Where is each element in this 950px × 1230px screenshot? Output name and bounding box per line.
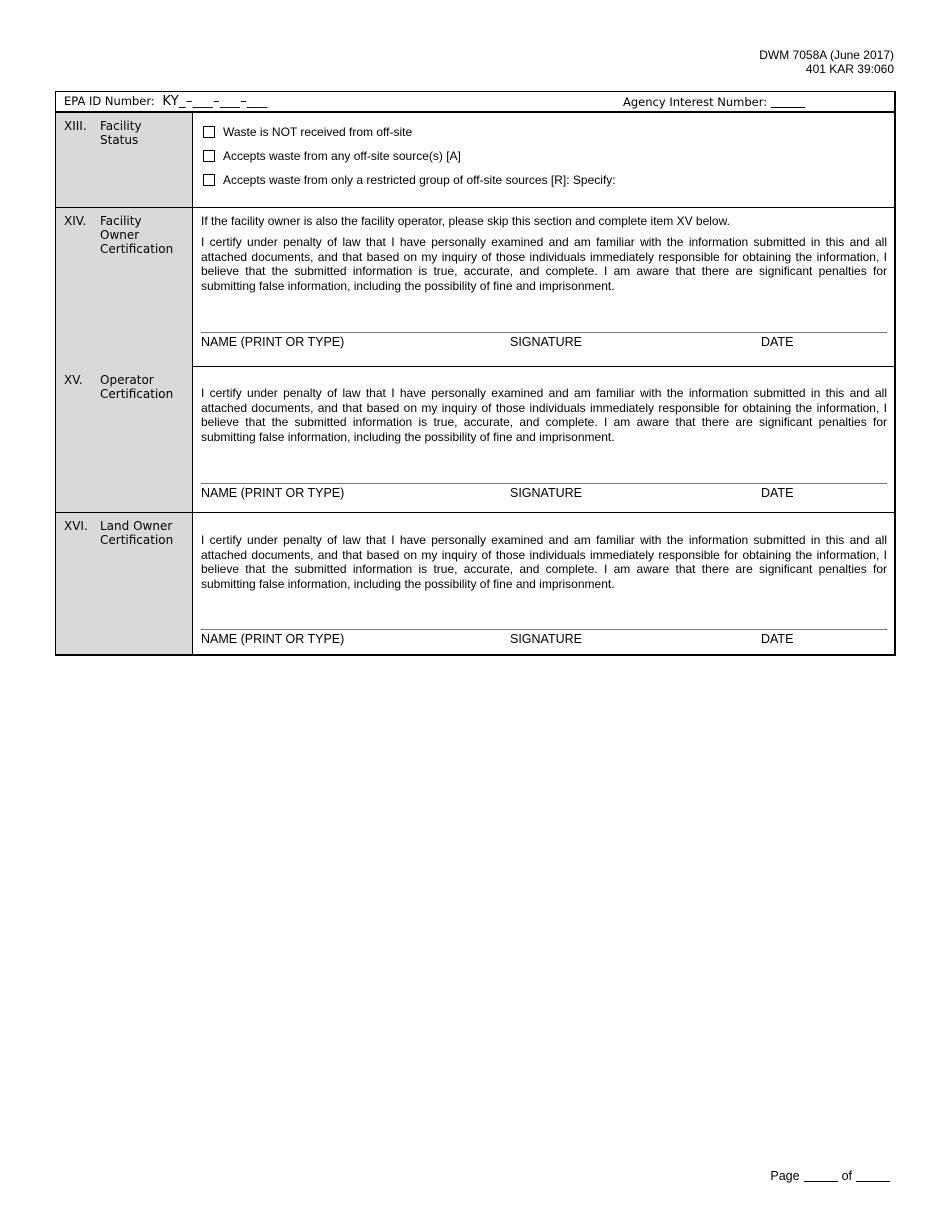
section-title: Facility Owner Certification	[100, 214, 174, 256]
name-label: NAME (PRINT OR TYPE)	[201, 486, 345, 500]
option-restricted-offsite[interactable]	[203, 173, 616, 188]
section-content	[193, 208, 894, 512]
land-owner-signature-line[interactable]	[201, 629, 887, 630]
section-land-owner	[56, 513, 894, 654]
section-label-cell	[56, 113, 193, 207]
form-identifier	[759, 48, 894, 76]
signature-label: SIGNATURE	[510, 632, 582, 646]
option-any-offsite[interactable]	[203, 149, 461, 164]
epa-id-label: EPA ID Number:	[64, 94, 155, 108]
section-title: Land Owner Certification	[100, 519, 174, 547]
divider	[193, 366, 894, 367]
form-code: DWM 7058A (June 2017)	[759, 48, 894, 62]
section-owner-operator	[56, 208, 894, 513]
id-row	[56, 92, 894, 113]
page-number-blank[interactable]	[804, 1181, 838, 1182]
section-label-cell	[56, 513, 193, 654]
section-number: XIII.	[64, 119, 87, 133]
page-total-blank[interactable]	[856, 1181, 890, 1182]
form-table	[55, 91, 896, 656]
section-label-cell	[56, 208, 193, 512]
agency-interest-label: Agency Interest Number:	[623, 95, 768, 109]
of-label: of	[841, 1169, 852, 1183]
section-number: XV.	[64, 373, 83, 387]
owner-note: If the facility owner is also the facility operator, please skip this section and complete item XV below.	[201, 214, 730, 228]
section-content	[193, 113, 894, 207]
section-title: Facility Status	[100, 119, 142, 147]
land-owner-certification-text: I certify under penalty of law that I have personally examined and am familiar with the information submitted in this and all attached documents, and that based on my inquiry of those individuals immediately responsible for obtaining the information, I believe that the submitted information is true, accurate, and complete. I am aware that there are significant penalties for submitting false information, including the possibility of fine and imprisonment.	[201, 533, 887, 591]
epa-id-value[interactable]: KY_–___–___–___	[162, 94, 268, 109]
option-label: Waste is NOT received from off-site	[223, 125, 413, 139]
section-content	[193, 513, 894, 654]
section-title: Operator Certification	[100, 373, 174, 401]
section-number: XVI.	[64, 519, 88, 533]
section-facility-status	[56, 113, 894, 208]
option-label: Accepts waste from only a restricted group of off-site sources [R]: Specify:	[223, 173, 616, 187]
regulation-code: 401 KAR 39:060	[805, 62, 894, 76]
option-no-offsite[interactable]	[203, 125, 412, 140]
name-label: NAME (PRINT OR TYPE)	[201, 335, 345, 349]
agency-interest-blank[interactable]	[771, 107, 805, 108]
owner-signature-line[interactable]	[201, 332, 887, 333]
signature-label: SIGNATURE	[510, 486, 582, 500]
date-label: DATE	[761, 486, 794, 500]
checkbox[interactable]	[203, 126, 215, 138]
name-label: NAME (PRINT OR TYPE)	[201, 632, 345, 646]
page-footer	[770, 1169, 894, 1183]
owner-certification-text: I certify under penalty of law that I have personally examined and am familiar with the information submitted in this and all attached documents, and that based on my inquiry of those individuals immediately responsible for obtaining the information, I believe that the submitted information is true, accurate, and complete. I am aware that there are significant penalties for submitting false information, including the possibility of fine and imprisonment.	[201, 235, 887, 293]
operator-signature-line[interactable]	[201, 483, 887, 484]
date-label: DATE	[761, 335, 794, 349]
checkbox[interactable]	[203, 150, 215, 162]
date-label: DATE	[761, 632, 794, 646]
operator-certification-text: I certify under penalty of law that I have personally examined and am familiar with the information submitted in this and all attached documents, and that based on my inquiry of those individuals immediately responsible for obtaining the information, I believe that the submitted information is true, accurate, and complete. I am aware that there are significant penalties for submitting false information, including the possibility of fine and imprisonment.	[201, 386, 887, 444]
signature-label: SIGNATURE	[510, 335, 582, 349]
option-label: Accepts waste from any off-site source(s) [A]	[223, 149, 461, 163]
agency-interest-field[interactable]	[623, 95, 805, 109]
page-label: Page	[770, 1169, 800, 1183]
epa-id-field[interactable]	[64, 94, 267, 109]
section-number: XIV.	[64, 214, 87, 228]
checkbox[interactable]	[203, 174, 215, 186]
